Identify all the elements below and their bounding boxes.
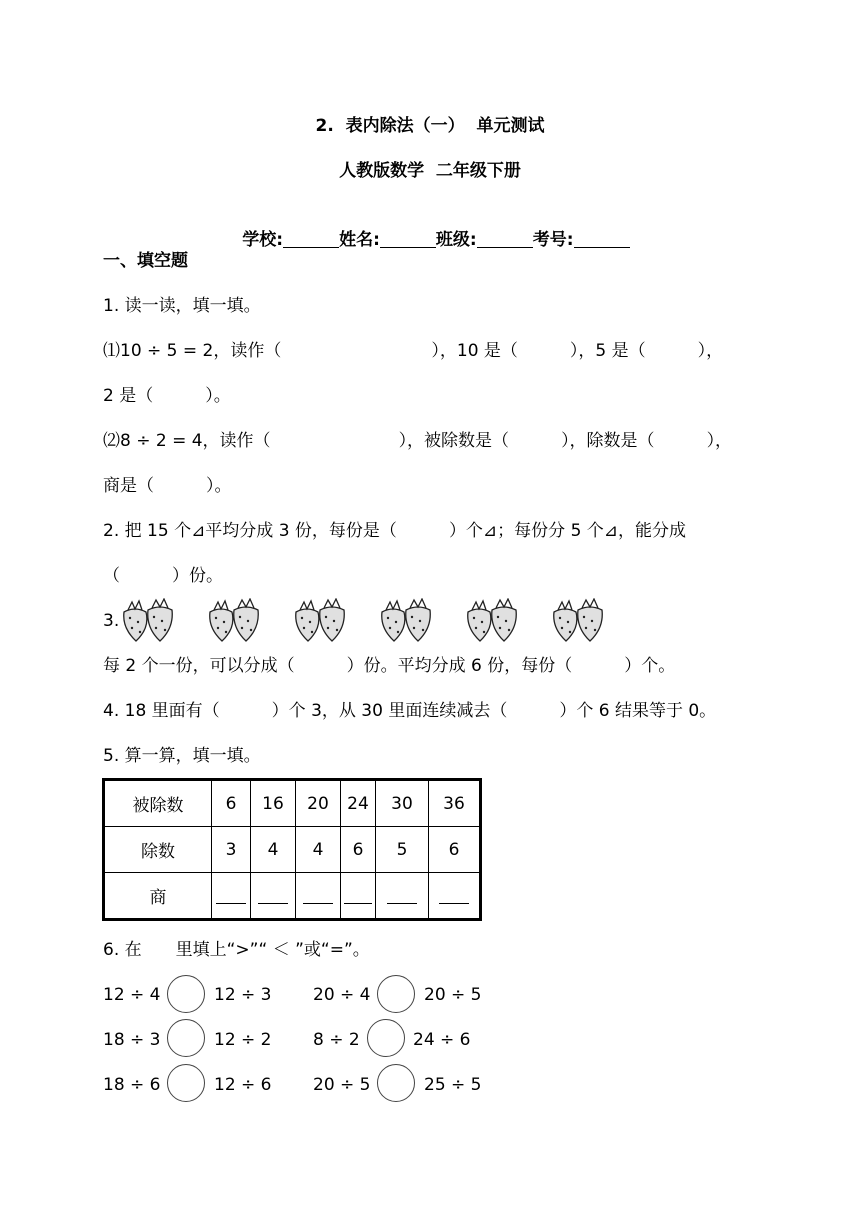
row-label-dividend: 被除数 (104, 780, 212, 827)
strawberry-pair-icon (550, 598, 610, 644)
name-label: 姓名: (339, 230, 380, 250)
table-row (104, 780, 481, 827)
compare-right-expr: 12 ÷ 3 (214, 985, 272, 1005)
school-blank[interactable] (283, 229, 339, 248)
q1-p1-text-b: ），10 是（ (431, 341, 518, 361)
compare-left-expr: 18 ÷ 6 (103, 1075, 161, 1095)
dividend-cell: 16 (251, 780, 296, 827)
q4-line (103, 699, 716, 723)
q2-text-c: （ (103, 566, 120, 586)
class-blank[interactable] (477, 229, 533, 248)
student-info-fields (0, 204, 860, 252)
division-table (102, 778, 482, 921)
q1-stem: 1. 读一读，填一填。 (103, 296, 261, 316)
strawberry-pair-icon (378, 598, 438, 644)
table-row (104, 873, 481, 920)
q1-part1-line2 (103, 384, 231, 408)
divisor-cell: 4 (251, 827, 296, 873)
quotient-answer-cell[interactable] (296, 873, 341, 920)
q5-stem: 5. 算一算，填一填。 (103, 746, 261, 766)
q1-p2-text-b: ），被除数是（ (398, 431, 510, 451)
q3-number: 3. (103, 611, 120, 631)
q1-part2-line1 (103, 429, 732, 453)
q1-p1-text-f: ）。 (205, 386, 231, 406)
q1-part1-line1 (103, 339, 723, 363)
divisor-cell: 3 (212, 827, 251, 873)
q1-p2-text-d: ）， (706, 431, 733, 451)
row-label-quotient: 商 (104, 873, 212, 920)
quotient-answer-cell[interactable] (251, 873, 296, 920)
class-label: 班级: (435, 230, 477, 250)
q2-text-a: 2. 把 15 个⊿平均分成 3 份，每份是（ (103, 521, 397, 541)
compare-circle[interactable] (167, 1064, 205, 1102)
compare-left-expr: 18 ÷ 3 (103, 1030, 161, 1050)
strawberry-pair-icon (464, 598, 524, 644)
compare-right-expr: 12 ÷ 2 (214, 1030, 272, 1050)
section-heading: 一、填空题 (103, 251, 188, 271)
q4-text-a: 4. 18 里面有（ (103, 701, 220, 721)
divisor-cell: 5 (376, 827, 429, 873)
page-title: 2. 表内除法（一） 单元测试 (315, 116, 545, 136)
name-blank[interactable] (380, 229, 436, 248)
q1-p1-text-d: ）， (697, 341, 724, 361)
compare-circle[interactable] (377, 1064, 415, 1102)
compare-circle[interactable] (167, 1019, 205, 1057)
row-label-divisor: 除数 (104, 827, 212, 873)
compare-left-expr: 20 ÷ 5 (313, 1075, 371, 1095)
quotient-answer-cell[interactable] (429, 873, 481, 920)
q1-p1-text-c: ），5 是（ (569, 341, 646, 361)
q3-text-b: ）份。平均分成 6 份，每份（ (346, 656, 573, 676)
compare-circle[interactable] (167, 975, 205, 1013)
divisor-cell: 6 (429, 827, 481, 873)
divisor-cell: 4 (296, 827, 341, 873)
school-label: 学校: (242, 230, 284, 250)
quotient-answer-cell[interactable] (376, 873, 429, 920)
q1-p2-text-f: ）。 (206, 476, 232, 496)
exam-number-label: 考号: (532, 230, 574, 250)
strawberry-pair-icon (292, 598, 352, 644)
dividend-cell: 6 (212, 780, 251, 827)
strawberry-pair-icon (206, 598, 266, 644)
table-row (104, 827, 481, 873)
compare-right-expr: 12 ÷ 6 (214, 1075, 272, 1095)
compare-right-expr: 24 ÷ 6 (413, 1030, 471, 1050)
q1-p1-text-e: 2 是（ (103, 386, 154, 406)
quotient-answer-cell[interactable] (341, 873, 376, 920)
dividend-cell: 20 (296, 780, 341, 827)
q3-text-line (103, 654, 675, 678)
q2-text-d: ）份。 (172, 566, 223, 586)
quotient-answer-cell[interactable] (212, 873, 251, 920)
q1-p2-text-e: 商是（ (103, 476, 154, 496)
compare-left-expr: 20 ÷ 4 (313, 985, 371, 1005)
strawberry-pair-icon (120, 598, 180, 644)
dividend-cell: 30 (376, 780, 429, 827)
q1-part2-line2 (103, 474, 232, 498)
q1-p2-text-c: ），除数是（ (561, 431, 655, 451)
q1-p2-text-a: ⑵8 ÷ 2 = 4，读作（ (103, 431, 271, 451)
q4-text-c: ）个 6 结果等于 0。 (559, 701, 717, 721)
q3-text-a: 每 2 个一份，可以分成（ (103, 656, 295, 676)
q2-line1 (103, 519, 686, 543)
compare-right-expr: 25 ÷ 5 (424, 1075, 482, 1095)
compare-circle[interactable] (367, 1019, 405, 1057)
q3-text-c: ）个。 (624, 656, 676, 676)
q1-p1-text-a: ⑴10 ÷ 5 = 2，读作（ (103, 341, 282, 361)
q2-text-b: ）个⊿；每份分 5 个⊿，能分成 (448, 521, 687, 541)
divisor-cell: 6 (341, 827, 376, 873)
compare-left-expr: 12 ÷ 4 (103, 985, 161, 1005)
dividend-cell: 24 (341, 780, 376, 827)
q4-text-b: ）个 3，从 30 里面连续减去（ (271, 701, 508, 721)
dividend-cell: 36 (429, 780, 481, 827)
compare-left-expr: 8 ÷ 2 (313, 1030, 360, 1050)
exam-number-blank[interactable] (574, 229, 630, 248)
q2-line2 (103, 564, 223, 588)
compare-circle[interactable] (377, 975, 415, 1013)
compare-right-expr: 20 ÷ 5 (424, 985, 482, 1005)
page-subtitle: 人教版数学 二年级下册 (339, 161, 521, 181)
q6-stem: 6. 在 里填上“>”“ ＜ ”或“=”。 (103, 940, 370, 960)
